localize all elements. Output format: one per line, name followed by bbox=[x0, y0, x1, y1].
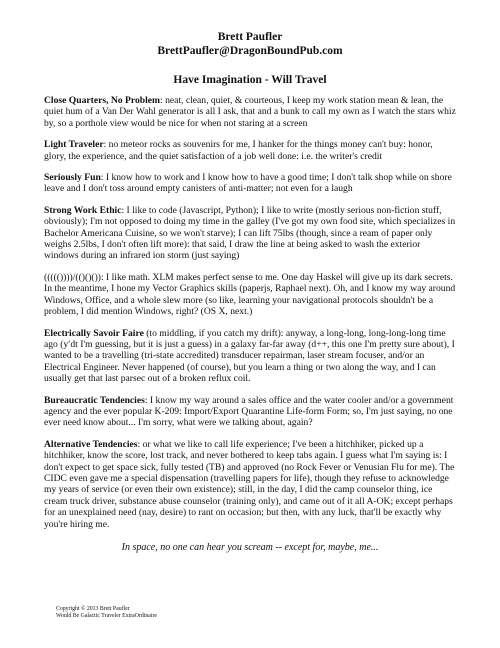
paragraph-light-traveler bbox=[44, 139, 456, 162]
paragraph-bureaucratic-tendencies bbox=[44, 395, 456, 429]
paragraph-heading: Bureaucratic Tendencies bbox=[44, 394, 145, 406]
paragraph-body: : neat, clean, quiet, & courteous, I keep my work station mean & lean, the quiet hum of a Van Der Wahl generator is all I ask, that and a bunk to call my own as I watch the stars whiz by, so a porthole view would be nice for when not staring at a screen bbox=[44, 95, 456, 129]
paragraph-alternative-tendencies bbox=[44, 439, 456, 530]
paragraph-body: (to middling, if you catch my drift): anyway, a long-long, long-long-long time ago (y′dt I'm guessing, but it is just a guess) in a galaxy far-far away (d++, this one I'm pretty sure about), I wanted to be a travelling (tri-state accredited) transducer repairman, laser stream focuser, and/or an Electrical Engineer. Never happened (of course), but you learn a thing or two along the way, and I can usually get that last parsec out of a broken reflux coil. bbox=[44, 327, 455, 385]
author-name: Brett Paufler bbox=[217, 31, 283, 43]
tagline: Have Imagination - Will Travel bbox=[173, 74, 327, 86]
footer bbox=[56, 606, 157, 620]
paragraph-strong-work-ethic bbox=[44, 205, 456, 262]
paragraph-body: : or what we like to call life experience; I've been a hitchhiker, picked up a hitchhiker, know the score, lost track, and never bothered to keep tabs again. I guess what I'm saying is: I don't expect to get space sick, fully tested (TB) and approved (no Rock Fever or Venusian Flu for me). The CIDC even gave me a special dispensation (travelling papers for life), though they refuse to acknowledge my years of service (or even their own existence); still, in the day, I did the camp counselor thing, ice cream truck driver, substance abuse counselor (training only), and came out of it all A-OK; except perhaps for an unexplained need (nay, desire) to rant on occasion; but then, with any luck, that'll be exactly why you're hiring me. bbox=[44, 438, 455, 530]
copyright-notice: Copyright © 2013 Brett Paufler bbox=[56, 606, 130, 612]
paragraph-heading: Alternative Tendencies bbox=[44, 438, 138, 450]
paragraph-seriously-fun bbox=[44, 172, 456, 195]
author-email: BrettPaufler@DragonBoundPub.com bbox=[157, 45, 343, 57]
footer-subtitle: Would Be Galactic Traveler ExtraOrdinaire bbox=[56, 613, 157, 619]
letterhead bbox=[44, 30, 456, 58]
paragraph-heading: Seriously Fun bbox=[44, 172, 101, 184]
paragraph-body: : I like to code (Javascript, Python); I like to write (mostly serious non-fiction stuff, obviously); I'm not opposed to doing my time in the galley (I've got my own food site, which specializes in Bachelor Americana Cuisine, so we won't starve); I can lift 75lbs (though, since a ream of paper only weighs 2.5lbs, I don't often lift more): that said, I draw the line at being asked to wash the exterior windows during an infrared ion storm (just saying) bbox=[44, 204, 456, 262]
paragraph-body: : I know my way around a sales office and the water cooler and/or a government agency and the ever popular K-209: Import/Export Quarantine Life-form Form; so, I'm just saying, no one ever need know about... I'm sorry, what were we talking about, again? bbox=[44, 394, 454, 429]
closing-line: In space, no one can hear you scream -- except for, maybe, me... bbox=[121, 542, 379, 553]
paragraph-body: : I know how to work and I know how to have a good time; I don't talk shop while on shore leave and I don't toss around empty canisters of anti-matter; not even for a laugh bbox=[44, 172, 452, 195]
paragraph-heading: Strong Work Ethic bbox=[44, 204, 122, 216]
paragraph-math-coding bbox=[44, 272, 456, 318]
paragraph-heading: Light Traveler bbox=[44, 139, 104, 151]
paragraph-heading: Close Quarters, No Problem bbox=[44, 95, 160, 106]
paragraph-body: : no meteor rocks as souvenirs for me, I hanker for the things money can't buy: honor, glory, the experience, and the quiet satisfaction of a job well done: i.e. the writer's credit bbox=[44, 139, 433, 162]
paragraph-close-quarters bbox=[44, 95, 456, 129]
paragraph-heading: Electrically Savoir Faire bbox=[44, 327, 144, 339]
paragraph-body: ((((())))/(()()()): I like math. XLM makes perfect sense to me. One day Haskel will give up its dark secrets. In the meantime, I hone my Vector Graphics skills (paperjs, Raphael next). Oh, and I know my way around Windows, Office, and a whole slew more (so like, learning your navigational protocols shouldn't be a problem, I did mention Windows, right? (OS X, next.) bbox=[44, 271, 456, 318]
paragraph-electrically-savoir-faire bbox=[44, 328, 456, 385]
